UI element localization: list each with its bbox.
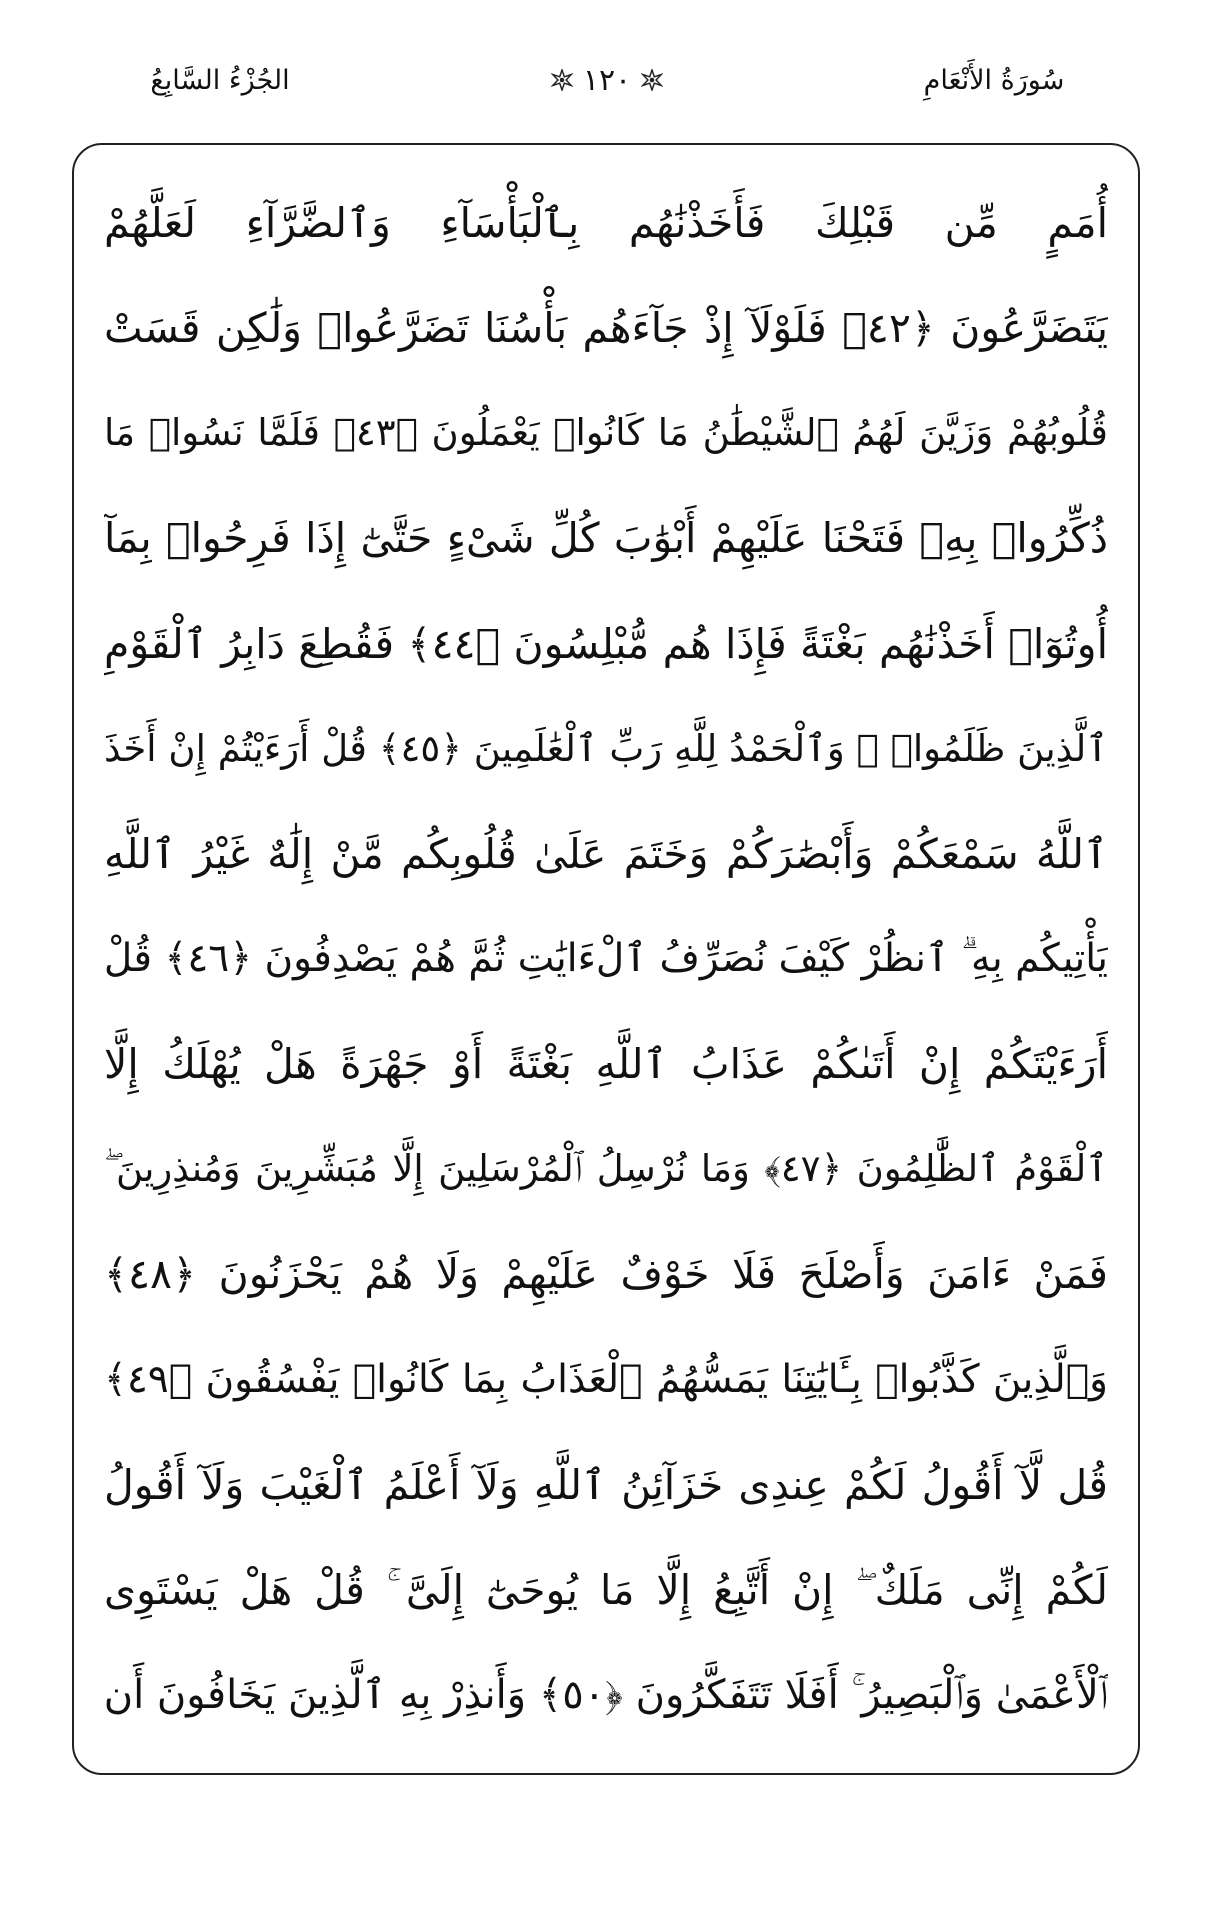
surah-name: سُورَةُ الأَنْعَامِ (923, 64, 1065, 96)
page-number-group (551, 63, 663, 98)
verse-lines (104, 173, 1108, 1745)
verse-line: لَكُمْ إِنِّى مَلَكٌ ۖ إِنْ أَتَّبِعُ إِلَّا مَا يُوحَىٰٓ إِلَىَّ ۚ قُلْ هَلْ يَسْتَوِى (104, 1565, 1108, 1614)
verse-line: أُوتُوٓا۟ أَخَذْنَٰهُم بَغْتَةً فَإِذَا هُم مُّبْلِسُونَ ﴿٤٤﴾ فَقُطِعَ دَابِرُ ٱلْقَوْمِ (104, 619, 1108, 668)
verse-line: يَتَضَرَّعُونَ ﴿٤٢﴾ فَلَوْلَآ إِذْ جَآءَهُم بَأْسُنَا تَضَرَّعُوا۟ وَلَٰكِن قَسَتْ (104, 304, 1108, 353)
verse-line: ٱلْأَعْمَىٰ وَٱلْبَصِيرُ ۚ أَفَلَا تَتَفَكَّرُونَ ﴿٥٠﴾ وَأَنذِرْ بِهِ ٱلَّذِينَ يَخَافُونَ أَن (104, 1671, 1108, 1718)
page-number: ١٢٠ (582, 62, 632, 98)
verse-line: قُلُوبُهُمْ وَزَيَّنَ لَهُمُ ٱلشَّيْطَٰنُ مَا كَانُوا۟ يَعْمَلُونَ ﴿٤٣﴾ فَلَمَّا نَسُوا۟ مَا (104, 411, 1108, 455)
page-header (70, 40, 1144, 120)
verse-line: ٱلَّذِينَ ظَلَمُوا۟ ۚ وَٱلْحَمْدُ لِلَّهِ رَبِّ ٱلْعَٰلَمِينَ ﴿٤٥﴾ قُلْ أَرَءَيْتُمْ إِنْ أَخَذَ (104, 726, 1108, 770)
star-ornament-icon (551, 69, 573, 91)
verse-line: ذُكِّرُوا۟ بِهِۦ فَتَحْنَا عَلَيْهِمْ أَبْوَٰبَ كُلِّ شَىْءٍ حَتَّىٰٓ إِذَا فَرِحُوا۟ بِمَآ (104, 514, 1108, 563)
verse-line: ٱللَّهُ سَمْعَكُمْ وَأَبْصَٰرَكُمْ وَخَتَمَ عَلَىٰ قُلُوبِكُم مَّنْ إِلَٰهٌ غَيْرُ ٱللَّهِ (104, 829, 1108, 878)
verse-line: ٱلْقَوْمُ ٱلظَّٰلِمُونَ ﴿٤٧﴾ وَمَا نُرْسِلُ ٱلْمُرْسَلِينَ إِلَّا مُبَشِّرِينَ وَمُنذِرِينَ ۖ (104, 1147, 1108, 1191)
verse-line: أَرَءَيْتَكُمْ إِنْ أَتَىٰكُمْ عَذَابُ ٱللَّهِ بَغْتَةً أَوْ جَهْرَةً هَلْ يُهْلَكُ إِلَّا (104, 1040, 1108, 1089)
verse-line: يَأْتِيكُم بِهِ ۗ ٱنظُرْ كَيْفَ نُصَرِّفُ ٱلْءَايَٰتِ ثُمَّ هُمْ يَصْدِفُونَ ﴿٤٦﴾ قُلْ (104, 935, 1108, 981)
verse-line: أُمَمٍ مِّن قَبْلِكَ فَأَخَذْنَٰهُم بِٱلْبَأْسَآءِ وَٱلضَّرَّآءِ لَعَلَّهُمْ (104, 199, 1108, 247)
quran-text-frame (72, 143, 1140, 1775)
verse-line: وَٱلَّذِينَ كَذَّبُوا۟ بِـَٔايَٰتِنَا يَمَسُّهُمُ ٱلْعَذَابُ بِمَا كَانُوا۟ يَفْسُقُونَ ﴿٤٩﴾ (104, 1356, 1108, 1402)
verse-line: فَمَنْ ءَامَنَ وَأَصْلَحَ فَلَا خَوْفٌ عَلَيْهِمْ وَلَا هُمْ يَحْزَنُونَ ﴿٤٨﴾ (104, 1250, 1108, 1299)
verse-line: قُل لَّآ أَقُولُ لَكُمْ عِندِى خَزَآئِنُ ٱللَّهِ وَلَآ أَعْلَمُ ٱلْغَيْبَ وَلَآ أَقُولُ (104, 1460, 1108, 1509)
juz-name: الجُزْءُ السَّابِعُ (150, 64, 290, 96)
star-ornament-icon (641, 69, 663, 91)
